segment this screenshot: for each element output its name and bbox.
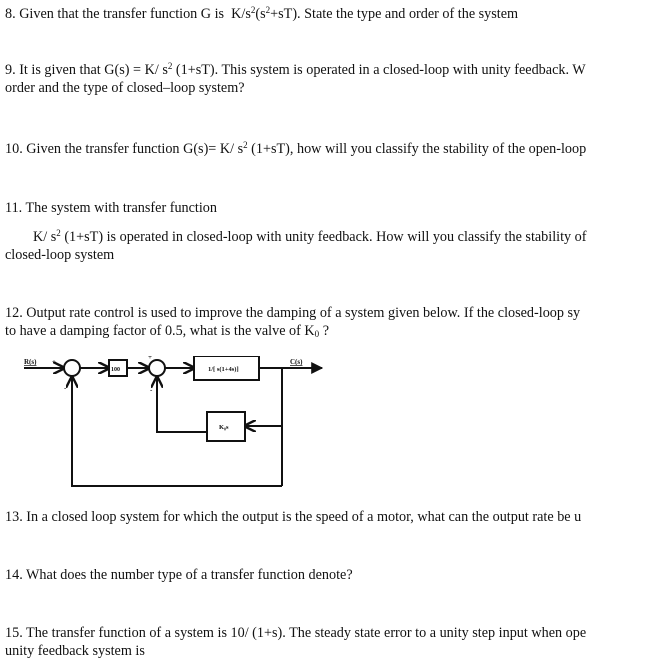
question-number: 14. [5, 567, 23, 583]
question-8 [5, 5, 659, 23]
minus-sign: - [64, 384, 67, 392]
question-11: 11. The system with transfer function K/ $s^2$ (1+sT) is operated in closed-loop with unity feedback. How will you classify the stability of closed-loop system [5, 200, 587, 263]
question-text: In a closed loop system for which the output is the speed of a motor, what can the output rate be u [26, 509, 582, 525]
question-number: 15. [5, 625, 23, 641]
question-number: 8. [5, 6, 16, 22]
question-text: Given that the transfer function G is [19, 6, 225, 22]
question-10: 10. Given the transfer function G(s)= K/ $s^2$ (1+sT), how will you classify the stability of the open-loop [5, 140, 587, 157]
summing-junction-2 [149, 360, 165, 376]
output-label: C(s) [290, 358, 303, 366]
question-text: What does the number type of a transfer function denote? [26, 567, 353, 583]
plant-block-label: 1/[ s(1+4s)] [208, 366, 239, 373]
question-12: 12. Output rate control is used to improve the damping of a system given below. If the closed-loop sy to have a damping factor of 0.5, what is the valve of $K_0$ ? [5, 305, 581, 339]
question-number: 12. [5, 305, 23, 321]
summing-junction-1 [64, 360, 80, 376]
question-text: . State the type and order of the system [297, 6, 519, 22]
plus-sign: + [52, 358, 56, 366]
question-number: 9. [5, 62, 16, 78]
plus-sign: + [148, 356, 152, 361]
question-text-line2: order and the type of closed–loop system? [5, 80, 245, 96]
minus-sign: - [150, 386, 153, 394]
question-number: 11. [5, 200, 23, 216]
block-diagram [24, 356, 324, 491]
input-label: R(s) [24, 358, 37, 366]
question-number: 13. [5, 509, 23, 525]
question-13 [5, 508, 659, 526]
formula: $K/s^2(s^2+sT)$ [231, 5, 298, 22]
feedback-block-label: K₀s [219, 424, 229, 431]
gain-block-label: 100 [111, 367, 120, 373]
question-14 [5, 566, 659, 584]
question-15: 15. The transfer function of a system is 10/ (1+s). The steady state error to a unity step input when ope unity feedback system is [5, 625, 587, 659]
question-number: 10. [5, 141, 23, 157]
question-9: 9. It is given that G(s) = K/ $s^2$ (1+sT). This system is operated in a closed-loop with unity feedback. W order and the type of closed–loop system? [5, 61, 659, 97]
